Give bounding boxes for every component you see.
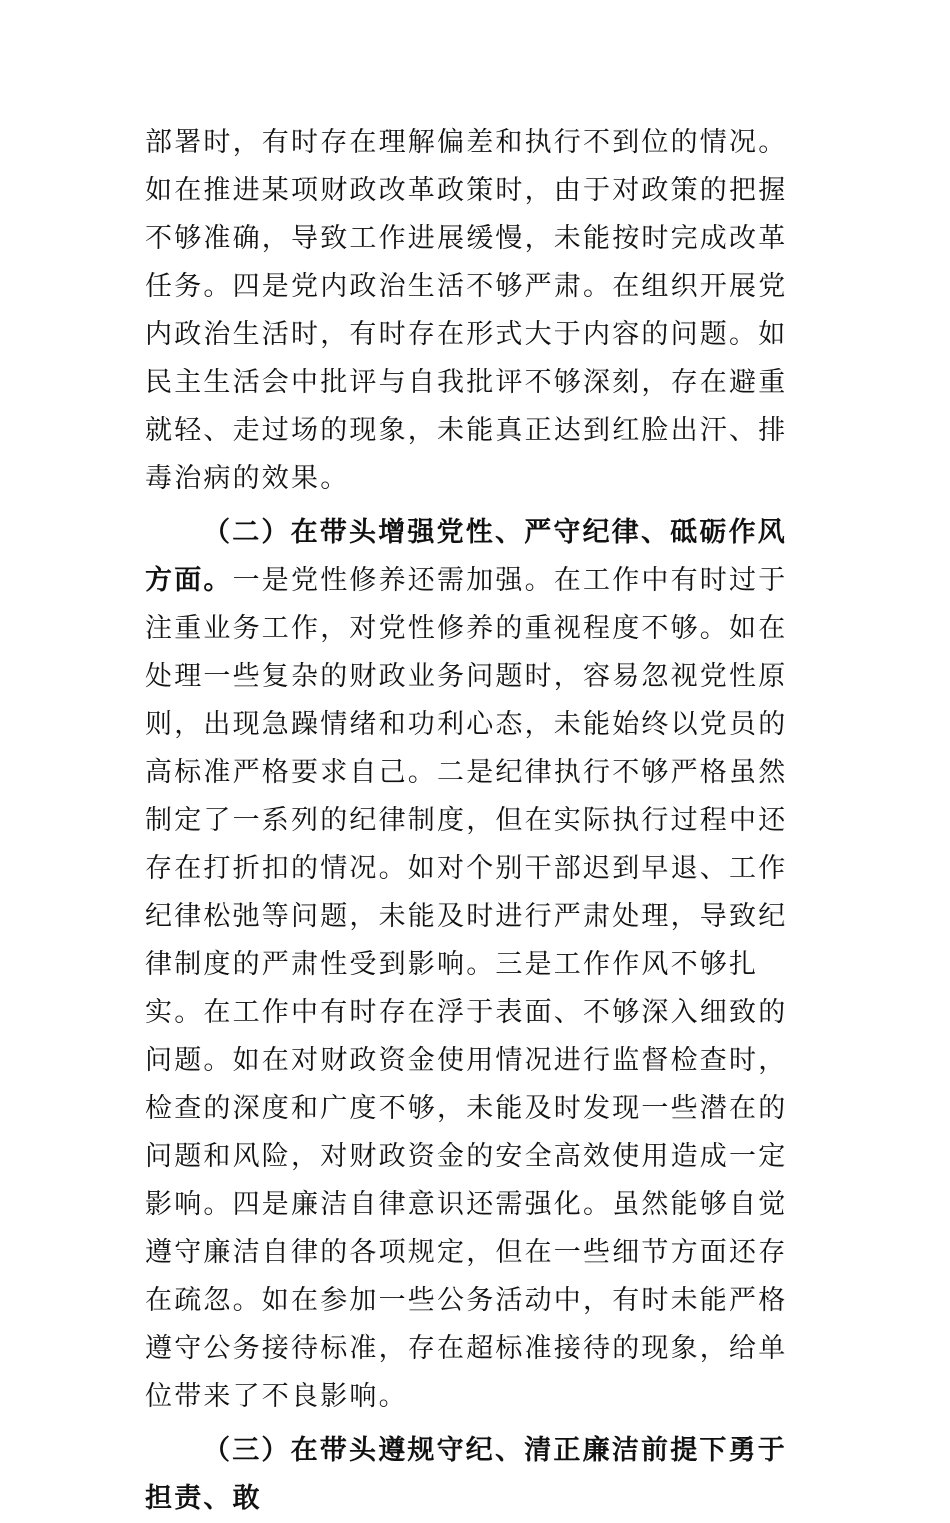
document-body xyxy=(145,119,815,1523)
section-two-heading: （二）在带头增强党性、严守纪律、砥砺作风方面。 xyxy=(145,517,787,596)
section-two-body: 一是党性修养还需加强。在工作中有时过于注重业务工作，对党性修养的重视程度不够。如在处理一些复杂的财政业务问题时，容易忽视党性原则，出现急躁情绪和功利心态，未能始终以党员的高标准严格要求自己。二是纪律执行不够严格虽然制定了一系列的纪律制度，但在实际执行过程中还存在打折扣的情况。如对个别干部迟到早退、工作纪律松弛等问题，未能及时进行严肃处理，导致纪律制度的严肃性受到影响。三是工作作风不够扎实。在工作中有时存在浮于表面、不够深入细致的问题。如在对财政资金使用情况进行监督检查时，检查的深度和广度不够，未能及时发现一些潜在的问题和风险，对财政资金的安全高效使用造成一定影响。四是廉洁自律意识还需强化。虽然能够自觉遵守廉洁自律的各项规定，但在一些细节方面还存在疏忽。如在参加一些公务活动中，有时未能严格遵守公务接待标准，存在超标准接待的现象，给单位带来了不良影响。 xyxy=(145,565,788,1412)
section-two-paragraph xyxy=(145,509,815,1421)
paragraph-continuation: 部署时，有时存在理解偏差和执行不到位的情况。如在推进某项财政改革政策时，由于对政策的把握不够准确，导致工作进展缓慢，未能按时完成改革任务。四是党内政治生活不够严肃。在组织开展党内政治生活时，有时存在形式大于内容的问题。如民主生活会中批评与自我批评不够深刻，存在避重就轻、走过场的现象，未能真正达到红脸出汗、排毒治病的效果。 xyxy=(145,127,788,494)
section-three-heading: （三）在带头遵规守纪、清正廉洁前提下勇于担责、敢 xyxy=(145,1435,787,1514)
section-three-paragraph xyxy=(145,1427,815,1523)
